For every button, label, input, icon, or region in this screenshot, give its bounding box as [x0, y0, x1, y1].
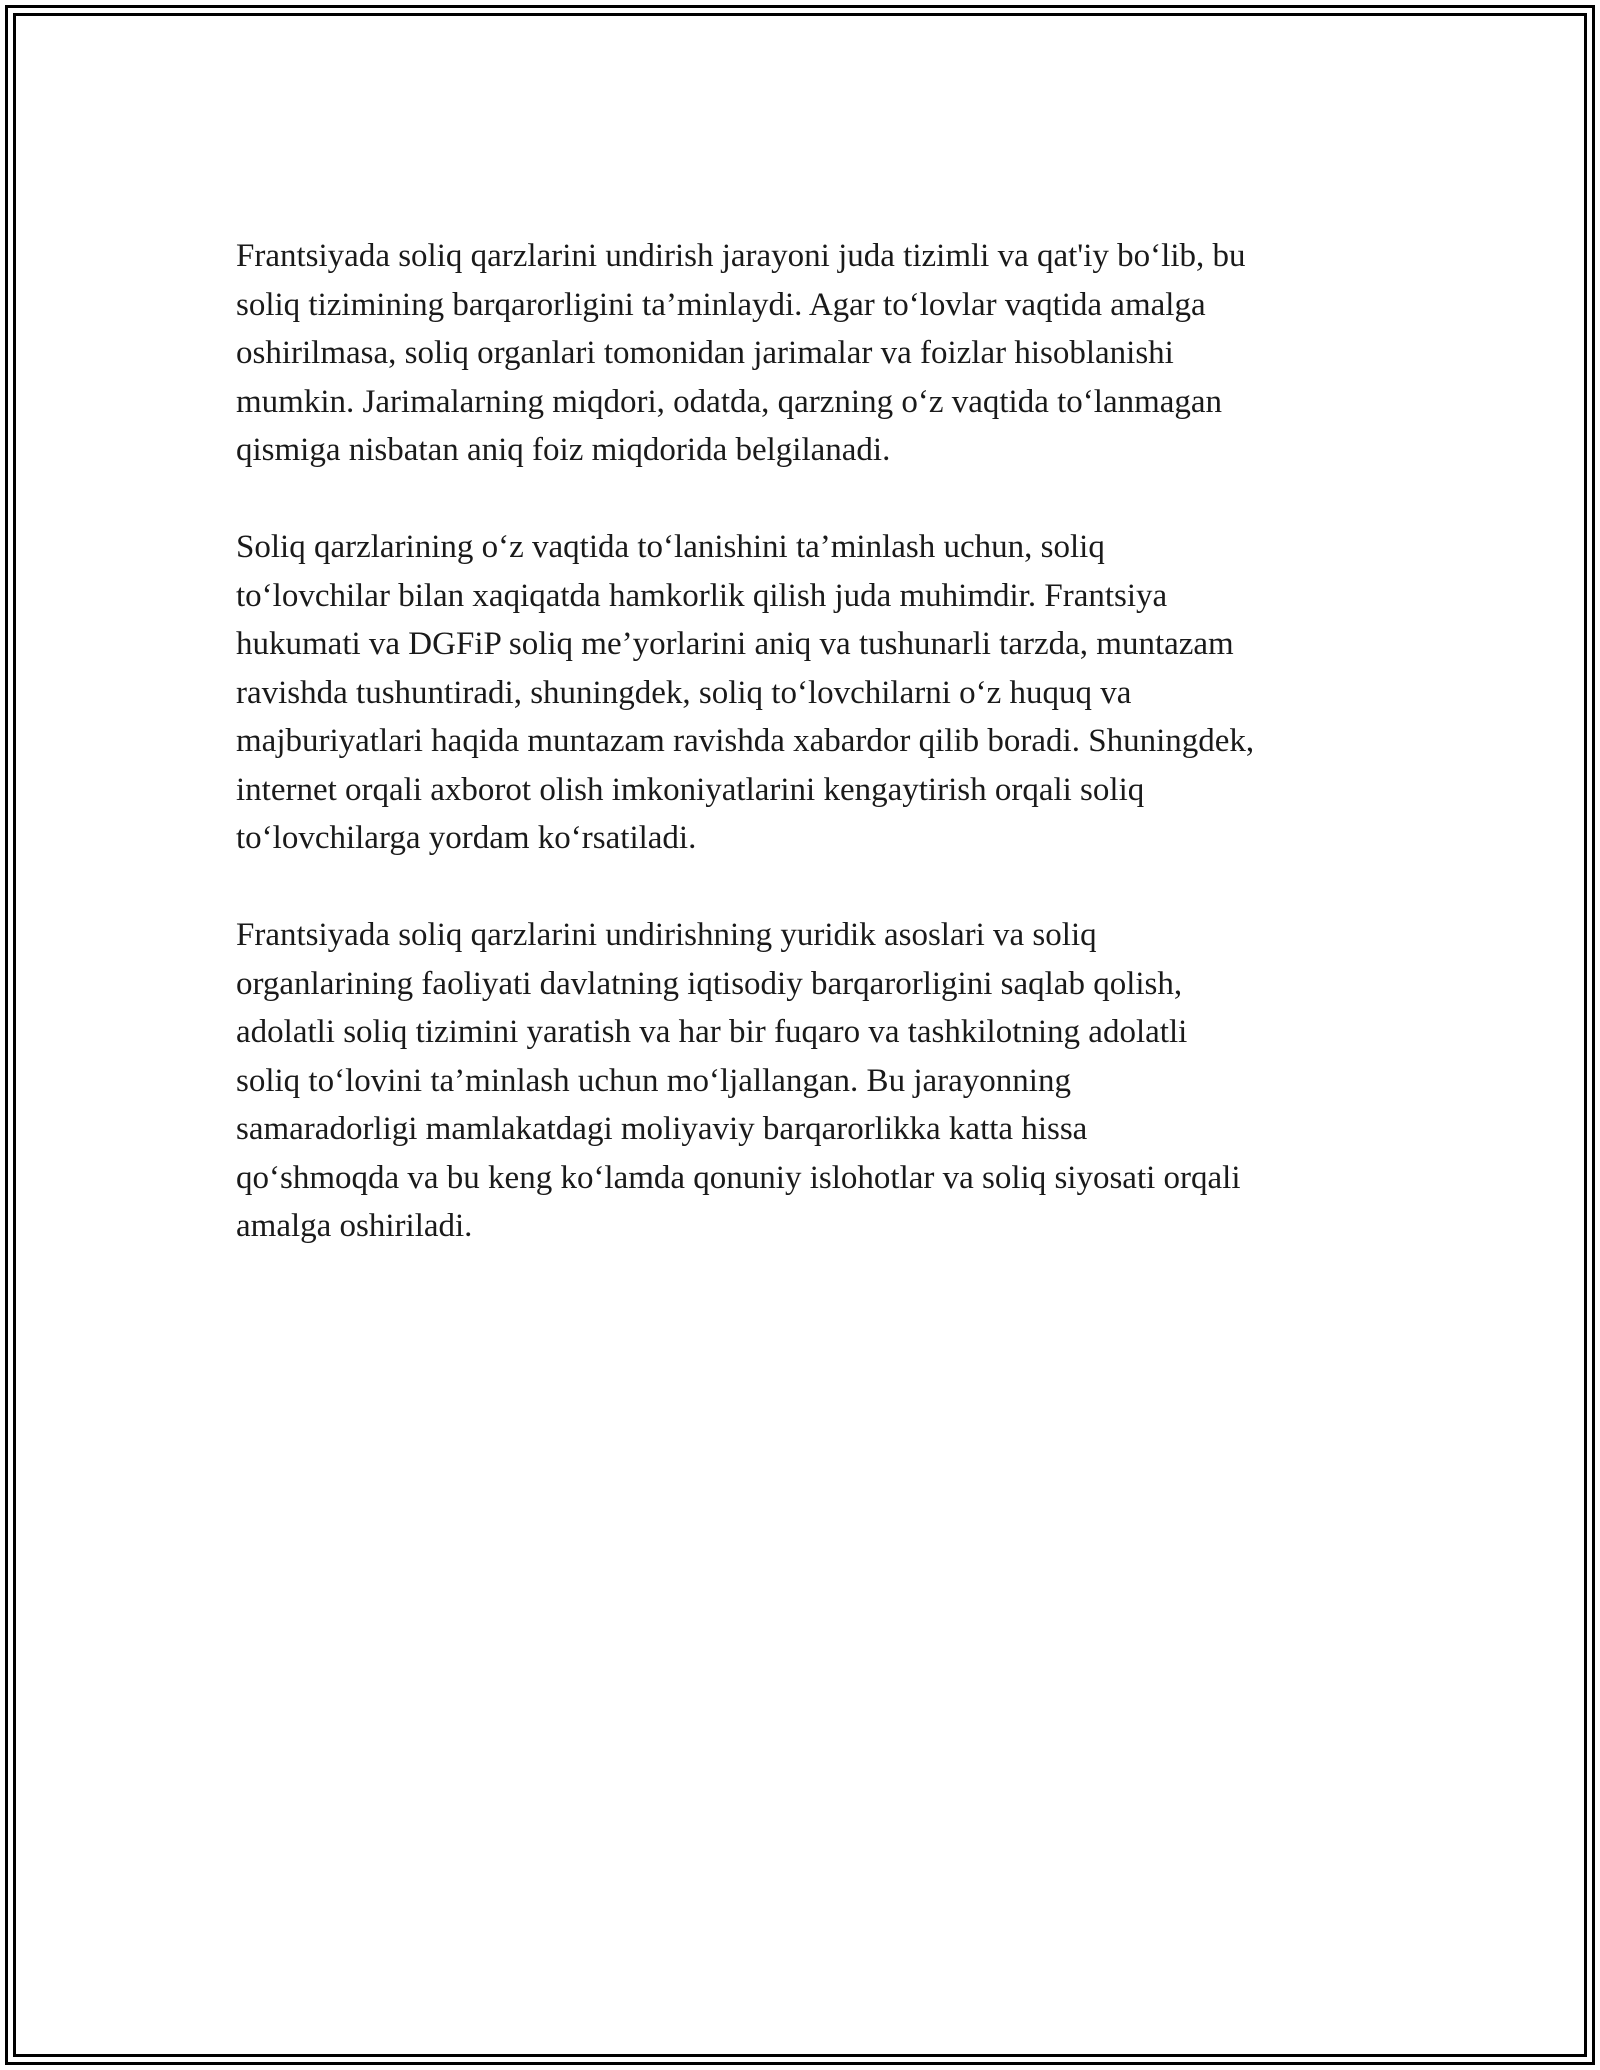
document-body	[236, 232, 1376, 1299]
paragraph-3: Frantsiyada soliq qarzlarini undirishning yuridik asoslari va soliq organlarining faoliyati davlatning iqtisodiy barqarorligini saqlab qolish, adolatli soliq tizimini yaratish va har bir fuqaro va tashkilotning adolatli soliq to‘lovini ta’minlash uchun mo‘ljallangan. Bu jarayonning samaradorligi mamlakatdagi moliyaviy barqarorlikka katta hissa qo‘shmoqda va bu keng ko‘lamda qonuniy islohotlar va soliq siyosati orqali amalga oshiriladi.	[236, 917, 1241, 1244]
paragraph-1: Frantsiyada soliq qarzlarini undirish jarayoni juda tizimli va qat'iy bo‘lib, bu soliq tizimining barqarorligini ta’minlaydi. Agar to‘lovlar vaqtida amalga oshirilmasa, soliq organlari tomonidan jarimalar va foizlar hisoblanishi mumkin. Jarimalarning miqdori, odatda, qarzning o‘z vaqtida to‘lanmagan qismiga nisbatan aniq foiz miqdorida belgilanadi.	[236, 238, 1246, 468]
paragraph-2: Soliq qarzlarining o‘z vaqtida to‘lanishini ta’minlash uchun, soliq to‘lovchilar bilan xaqiqatda hamkorlik qilish juda muhimdir. Frantsiya hukumati va DGFiP soliq me’yorlarini aniq va tushunarli tarzda, muntazam ravishda tushuntiradi, shuningdek, soliq to‘lovchilarni o‘z huquq va majburiyatlari haqida muntazam ravishda xabardor qilib boradi. Shuningdek, internet orqali axborot olish imkoniyatlarini kengaytirish orqali soliq to‘lovchilarga yordam ko‘rsatiladi.	[236, 529, 1255, 856]
